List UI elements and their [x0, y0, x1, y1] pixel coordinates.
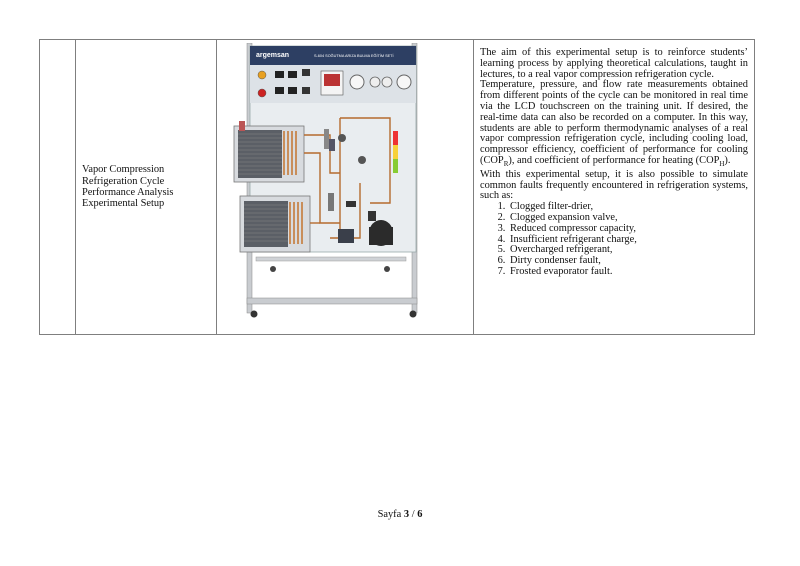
description-text-run: Temperature, pressure, and flow rate measurements obtained from different points of the cycle can be monitored in real time via the LCD touchscreen on the training unit. If desired, the real-time data can also be recorded on a computer. In this way, students are able to perform thermodynamic analyses of a real vapor compression refrigeration cycle, including cooling load, compressor efficiency, coefficient of performance for cooling (COP	[480, 79, 748, 166]
list-item: 5. Overcharged refrigerant,	[508, 245, 748, 256]
description-text-run: ), and coefficient of performance for heating (COP	[508, 154, 720, 166]
list-item: 6. Dirty condenser fault,	[508, 256, 748, 267]
equipment-name-line: Refrigeration Cycle	[82, 175, 165, 187]
description-text	[480, 48, 748, 202]
cell-divider	[216, 316, 217, 334]
description-paragraph: With this experimental setup, it is also possible to simulate common faults frequently encountered in refrigeration systems, such as:	[480, 168, 748, 202]
description-cell	[474, 40, 755, 335]
description-paragraph: The aim of this experimental setup is to reinforce students’ learning process by applying theoretical calculations, taught in lectures, to a real vapor compression refrigeration cycle.	[480, 47, 748, 80]
list-item: 4. Insufficient refrigerant charge,	[508, 235, 748, 246]
brand-logo-text: argemsan	[256, 52, 290, 59]
panel-title-text: S-604 SOĞUTMA ARIZA BULMA EĞİTİM SETİ	[314, 54, 394, 58]
page-separator: /	[411, 509, 415, 520]
equipment-name-line: Vapor Compression	[82, 164, 165, 176]
page-label: Sayfa	[377, 509, 402, 520]
equipment-table	[39, 39, 755, 335]
cop-h-subscript: H	[719, 160, 725, 169]
table-row	[40, 40, 755, 335]
page-footer	[0, 509, 800, 520]
equipment-photo	[220, 43, 444, 321]
fault-list	[480, 202, 748, 278]
list-item: 3. Reduced compressor capacity,	[508, 224, 748, 235]
description-text-run: ).	[724, 154, 731, 166]
list-item: 1. Clogged filter-drier,	[508, 202, 748, 213]
description-paragraph	[480, 80, 748, 169]
refrigeration-trainer-illustration	[220, 43, 444, 321]
equipment-name-cell	[76, 40, 217, 335]
equipment-name-line: Performance Analysis	[82, 187, 174, 198]
current-page-number: 3	[403, 509, 410, 520]
equipment-name-line: Experimental Setup	[82, 198, 165, 210]
cop-r-subscript: R	[503, 160, 509, 169]
total-page-number: 6	[417, 509, 423, 520]
list-item: 7. Frosted evaporator fault.	[508, 267, 748, 278]
list-item: 2. Clogged expansion valve,	[508, 213, 748, 224]
row-number-cell	[40, 40, 76, 335]
equipment-image-cell	[217, 40, 474, 335]
